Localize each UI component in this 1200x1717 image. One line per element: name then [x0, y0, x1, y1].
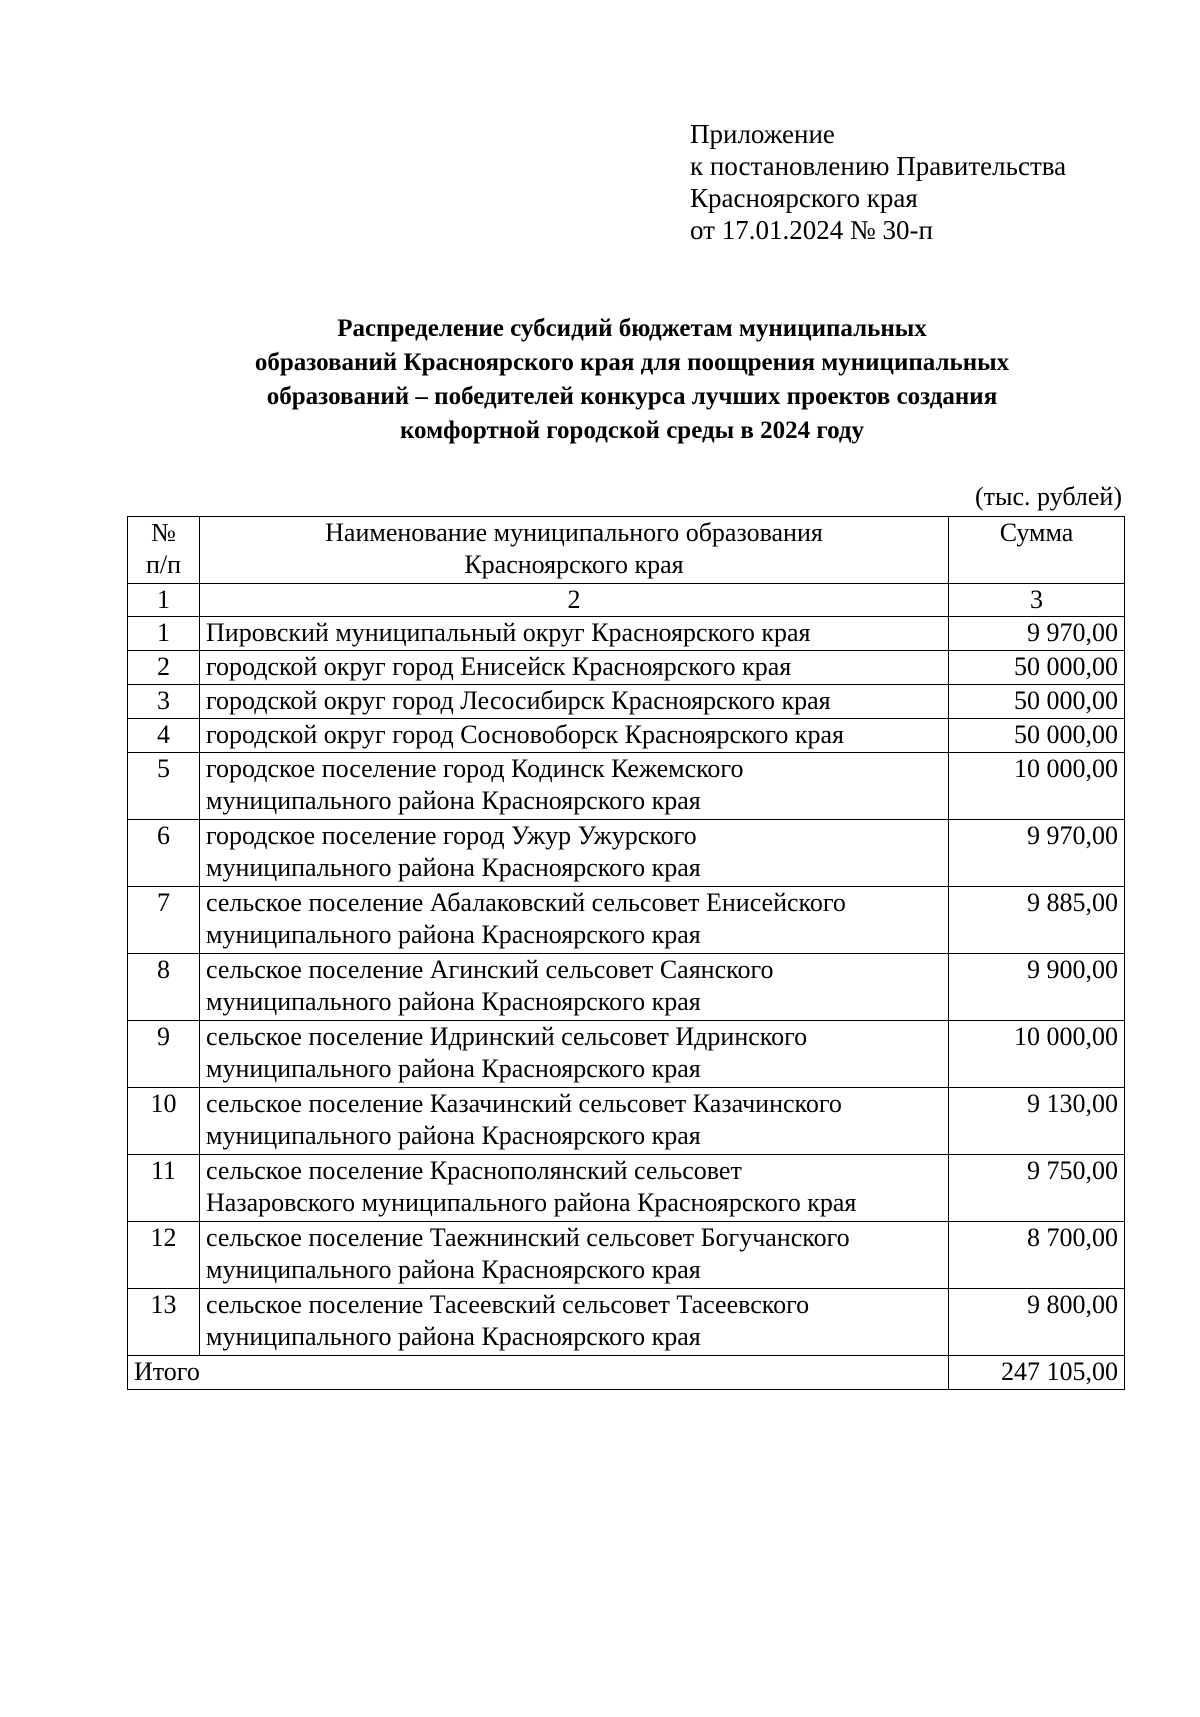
table-row — [128, 1088, 1125, 1155]
header-name-line-1: Наименование муниципального образования — [325, 518, 823, 547]
total-row — [128, 1356, 1125, 1390]
table-row — [128, 954, 1125, 1021]
appendix-line-3: Красноярского края — [690, 183, 918, 213]
column-index-row — [128, 584, 1125, 617]
row-name-line-2: муниципального района Красноярского края — [206, 1054, 701, 1083]
row-name-line-1: сельское поселение Идринский сельсовет Идринского — [206, 1022, 808, 1051]
row-name-line-2: муниципального района Красноярского края — [206, 1255, 701, 1284]
row-name-line-2: муниципального района Красноярского края — [206, 853, 701, 882]
row-sum: 9 900,00 — [949, 954, 1125, 1021]
row-name-line-1: городское поселение город Кодинск Кежемского — [206, 754, 744, 783]
title-line-3: образований – победителей конкурса лучших проектов создания — [266, 383, 998, 410]
table-row — [128, 820, 1125, 887]
header-number-line-1: № — [151, 518, 176, 547]
row-name-line-2: муниципального района Красноярского края — [206, 987, 701, 1016]
row-number: 8 — [128, 954, 200, 1021]
column-index-1: 1 — [128, 584, 200, 617]
row-name-line-2: Назаровского муниципального района Красноярского края — [206, 1188, 857, 1217]
row-name — [200, 954, 949, 1021]
row-number: 5 — [128, 753, 200, 820]
row-number: 13 — [128, 1289, 200, 1356]
table-row — [128, 685, 1125, 719]
row-sum: 9 970,00 — [949, 820, 1125, 887]
row-name-line-1: городское поселение город Ужур Ужурского — [206, 821, 697, 850]
row-sum: 9 800,00 — [949, 1289, 1125, 1356]
row-name — [200, 887, 949, 954]
row-name-line-1: сельское поселение Абалаковский сельсовет Енисейского — [206, 888, 846, 917]
appendix-line-4: от 17.01.2024 № 30-п — [690, 215, 933, 245]
row-number: 3 — [128, 685, 200, 719]
row-name — [200, 617, 949, 651]
row-name — [200, 719, 949, 753]
row-name — [200, 1289, 949, 1356]
row-sum: 50 000,00 — [949, 685, 1125, 719]
column-index-2: 2 — [200, 584, 949, 617]
row-name-line-1: сельское поселение Краснополянский сельсовет — [206, 1156, 742, 1185]
row-number: 4 — [128, 719, 200, 753]
title-line-4: комфортной городской среды в 2024 году — [399, 417, 865, 444]
title-line-2: образований Красноярского края для поощрения муниципальных — [254, 349, 1010, 376]
appendix-line-1: Приложение — [690, 119, 835, 149]
row-name — [200, 1088, 949, 1155]
row-number: 10 — [128, 1088, 200, 1155]
row-name — [200, 1021, 949, 1088]
table-row — [128, 719, 1125, 753]
row-sum: 50 000,00 — [949, 719, 1125, 753]
header-name-line-2: Красноярского края — [464, 550, 684, 579]
row-name-line-1: городской округ город Енисейск Красноярского края — [206, 652, 792, 681]
row-name-line-1: сельское поселение Таежнинский сельсовет Богучанского — [206, 1223, 850, 1252]
subsidy-table — [127, 516, 1125, 1390]
table-header-row — [128, 517, 1125, 584]
row-sum: 10 000,00 — [949, 1021, 1125, 1088]
table-row — [128, 617, 1125, 651]
row-name — [200, 651, 949, 685]
row-name-line-1: сельское поселение Тасеевский сельсовет Тасеевского — [206, 1290, 810, 1319]
row-name-line-1: городской округ город Сосновоборск Красноярского края — [206, 720, 844, 749]
units-label: (тыс. рублей) — [974, 482, 1122, 511]
table-row — [128, 753, 1125, 820]
row-number: 2 — [128, 651, 200, 685]
row-name-line-1: сельское поселение Казачинский сельсовет Казачинского — [206, 1089, 842, 1118]
table-row — [128, 1155, 1125, 1222]
header-number-line-2: п/п — [145, 550, 182, 579]
row-name-line-1: Пировский муниципальный округ Красноярского края — [206, 618, 811, 647]
row-sum: 9 885,00 — [949, 887, 1125, 954]
row-number: 7 — [128, 887, 200, 954]
row-number: 12 — [128, 1222, 200, 1289]
row-name-line-1: сельское поселение Агинский сельсовет Саянского — [206, 955, 774, 984]
table-row — [128, 887, 1125, 954]
row-number: 9 — [128, 1021, 200, 1088]
row-sum: 10 000,00 — [949, 753, 1125, 820]
table-row — [128, 651, 1125, 685]
row-name — [200, 1222, 949, 1289]
column-index-3: 3 — [949, 584, 1125, 617]
row-name — [200, 685, 949, 719]
row-number: 11 — [128, 1155, 200, 1222]
header-number — [128, 517, 200, 584]
header-name — [200, 517, 949, 584]
row-number: 6 — [128, 820, 200, 887]
row-name-line-2: муниципального района Красноярского края — [206, 1322, 701, 1351]
total-label: Итого — [128, 1356, 949, 1390]
row-sum: 8 700,00 — [949, 1222, 1125, 1289]
document-title — [130, 312, 1134, 448]
table-row — [128, 1021, 1125, 1088]
row-sum: 9 750,00 — [949, 1155, 1125, 1222]
appendix-line-2: к постановлению Правительства — [690, 151, 1067, 181]
row-name — [200, 753, 949, 820]
row-number: 1 — [128, 617, 200, 651]
row-sum: 9 130,00 — [949, 1088, 1125, 1155]
row-name — [200, 1155, 949, 1222]
row-name-line-2: муниципального района Красноярского края — [206, 786, 701, 815]
appendix-block — [690, 118, 1066, 246]
table-row — [128, 1289, 1125, 1356]
header-sum — [949, 517, 1125, 584]
row-sum: 9 970,00 — [949, 617, 1125, 651]
row-name-line-2: муниципального района Красноярского края — [206, 1121, 701, 1150]
row-name-line-2: муниципального района Красноярского края — [206, 920, 701, 949]
row-name-line-1: городской округ город Лесосибирск Красноярского края — [206, 686, 831, 715]
total-sum: 247 105,00 — [949, 1356, 1125, 1390]
title-line-1: Распределение субсидий бюджетам муниципальных — [337, 315, 927, 342]
table-row — [128, 1222, 1125, 1289]
row-name — [200, 820, 949, 887]
header-sum-label: Сумма — [999, 518, 1074, 547]
row-sum: 50 000,00 — [949, 651, 1125, 685]
